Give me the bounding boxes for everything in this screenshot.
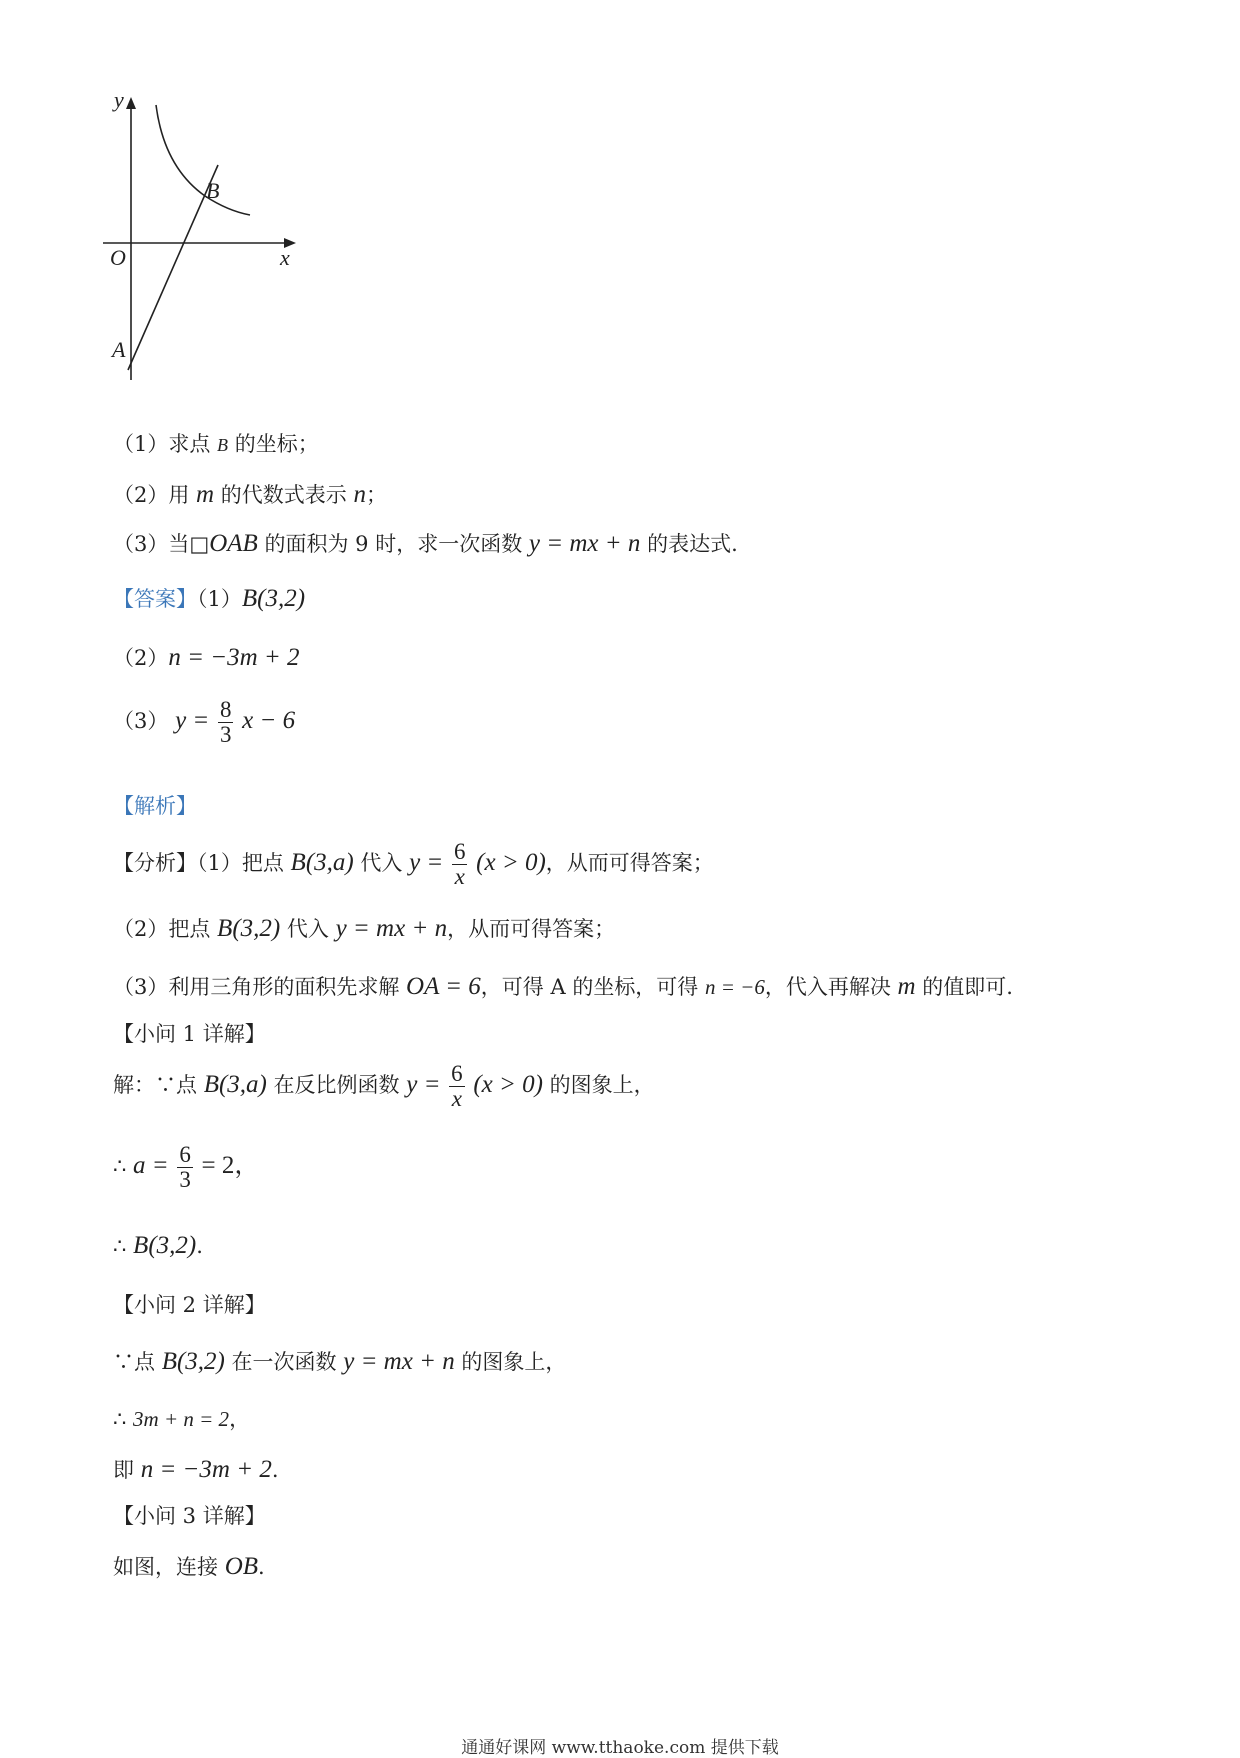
analysis-1: 【分析】（1）把点 B(3,a) 代入 y = $\frac{6}{x}$ (x > 0)，从而可得答案； — [113, 839, 714, 890]
label-b: B — [206, 178, 220, 203]
fraction-6-x: $\frac{6}{x}$ — [453, 839, 466, 890]
answer-tag: 【答案】 — [113, 587, 197, 611]
label-o: O — [110, 245, 126, 270]
step3-heading: 【小问 3 详解】 — [113, 1504, 266, 1528]
answer-2: （2）n = −3m + 2 — [113, 644, 300, 671]
coordinate-figure — [100, 95, 340, 415]
step1-line2: ∴ a = $\frac{6}{3}$ = 2， — [113, 1142, 260, 1193]
answer-1: 【答案】（1）B(3,2) — [113, 585, 306, 612]
question-1: （1）求点 B 的坐标； — [113, 432, 319, 456]
fraction-6-x-2: $\frac{6}{x}$ — [451, 1061, 463, 1112]
step3-line1: 如图，连接 OB. — [113, 1553, 265, 1580]
label-y: y — [114, 95, 124, 112]
step2-line3: 即 n = −3m + 2. — [113, 1456, 279, 1483]
line-ab — [128, 165, 218, 370]
step1-line1: 解：∵点 B(3,a) 在反比例函数 y = $\frac{6}{x}$ (x > 0) 的图象上， — [113, 1061, 655, 1112]
step1-heading: 【小问 1 详解】 — [113, 1022, 266, 1046]
analysis-tag: 【解析】 — [113, 794, 197, 818]
step2-heading: 【小问 2 详解】 — [113, 1293, 266, 1317]
analysis-3: （3）利用三角形的面积先求解 OA = 6，可得 A 的坐标，可得 n = −6，代入再解决 m 的值即可. — [113, 973, 1013, 1000]
label-a: A — [112, 337, 126, 362]
footer-watermark: 通通好课网 www.tthaoke.com 提供下载 — [461, 1738, 779, 1758]
step1-line3: ∴ B(3,2). — [113, 1232, 203, 1259]
question-3: （3）当□OAB 的面积为 9 时，求一次函数 y = mx + n 的表达式. — [113, 530, 738, 557]
answer-3: （3） y = $\frac{8}{3}$ x − 6 — [113, 697, 296, 748]
question-2: （2）用 m 的代数式表示 n； — [113, 481, 387, 508]
analysis-2: （2）把点 B(3,2) 代入 y = mx + n，从而可得答案； — [113, 915, 616, 942]
y-axis-arrow — [126, 97, 136, 109]
step2-line1: ∵点 B(3,2) 在一次函数 y = mx + n 的图象上， — [113, 1348, 567, 1375]
step2-line2: ∴ 3m + n = 2， — [113, 1407, 251, 1431]
label-x: x — [280, 245, 290, 270]
fraction-6-3: $\frac{6}{3}$ — [179, 1142, 191, 1193]
fraction-8-3: $\frac{8}{3}$ — [219, 697, 232, 748]
